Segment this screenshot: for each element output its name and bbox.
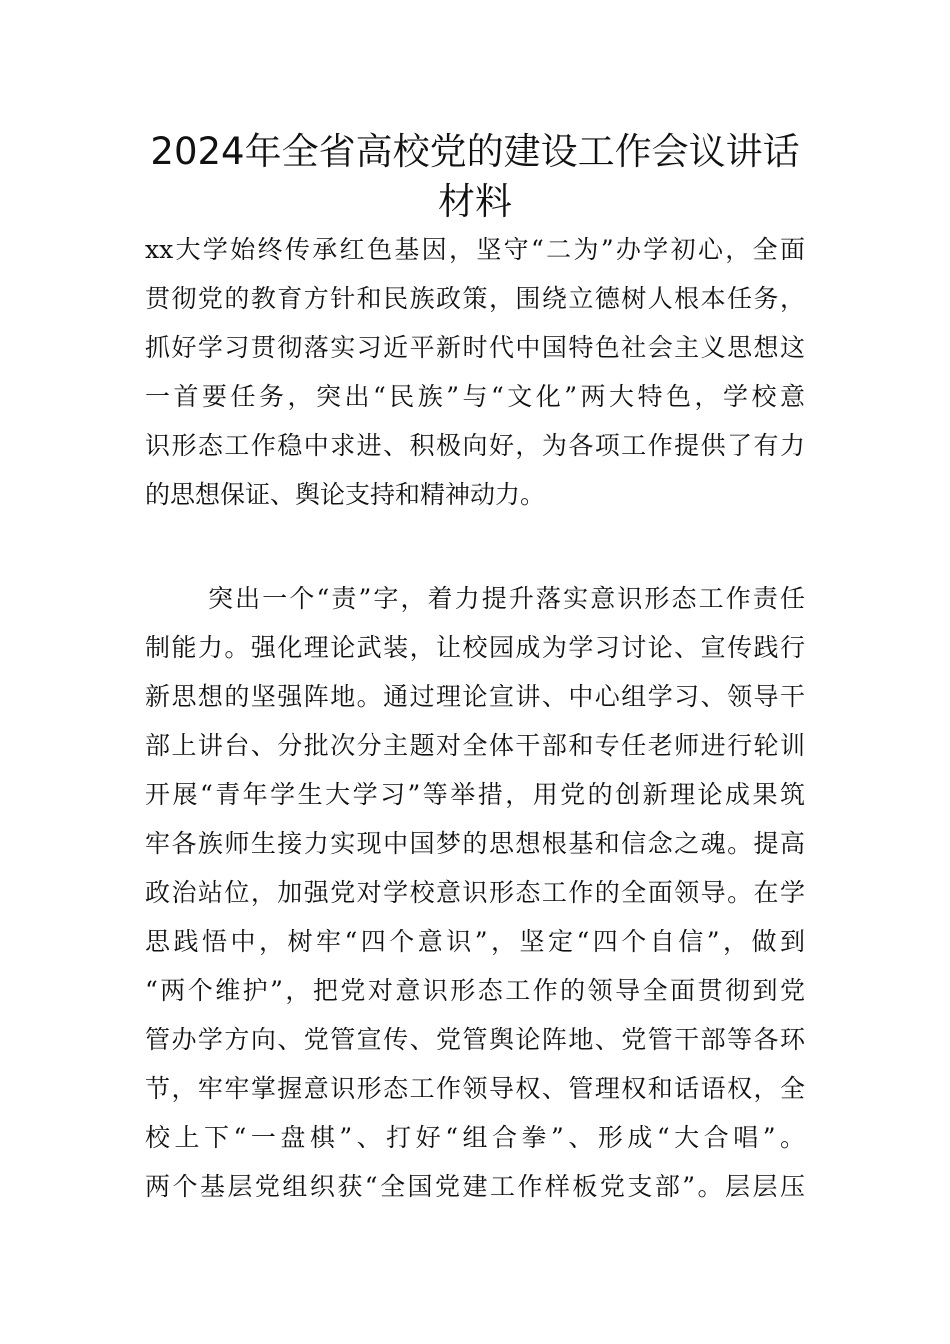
paragraph-line: 突出一个“责”字，着力提升落实意识形态工作责任 — [208, 584, 805, 613]
paragraph-line: 开展“青年学生大学习”等举措，用党的创新理论成果筑 — [145, 780, 805, 809]
paragraph-line: xx大学始终传承红色基因，坚守“二为”办学初心，全面 — [145, 235, 805, 264]
paragraph-line: 一首要任务，突出“民族”与“文化”两大特色，学校意 — [145, 382, 805, 411]
document-title-line-1: 2024年全省高校党的建设工作会议讲话 — [150, 130, 800, 173]
paragraph-line: 新思想的坚强阵地。通过理论宣讲、中心组学习、领导干 — [145, 682, 805, 711]
paragraph-line: 的思想保证、舆论支持和精神动力。 — [145, 480, 546, 509]
paragraph-line: 思践悟中，树牢“四个意识”，坚定“四个自信”，做到 — [145, 927, 805, 956]
paragraph-line: 管办学方向、党管宣传、党管舆论阵地、党管干部等各环 — [145, 1025, 805, 1054]
paragraph-line: 制能力。强化理论武装，让校园成为学习讨论、宣传践行 — [145, 633, 805, 662]
paragraph-line: 抓好学习贯彻落实习近平新时代中国特色社会主义思想这 — [145, 333, 805, 362]
paragraph-line: 贯彻党的教育方针和民族政策，围绕立德树人根本任务， — [145, 284, 805, 313]
paragraph-line: 校上下“一盘棋”、打好“组合拳”、形成“大合唱”。 — [145, 1123, 805, 1152]
paragraph-line: 节，牢牢掌握意识形态工作领导权、管理权和话语权，全 — [145, 1074, 805, 1103]
paragraph-line: 两个基层党组织获“全国党建工作样板党支部”。层层压 — [145, 1172, 805, 1201]
paragraph-line: 政治站位，加强党对学校意识形态工作的全面领导。在学 — [145, 878, 805, 907]
document-title-line-2: 材料 — [438, 180, 512, 223]
paragraph-line: 牢各族师生接力实现中国梦的思想根基和信念之魂。提高 — [145, 829, 805, 858]
paragraph-line: 识形态工作稳中求进、积极向好，为各项工作提供了有力 — [145, 431, 805, 460]
paragraph-line: 部上讲台、分批次分主题对全体干部和专任老师进行轮训 — [145, 731, 805, 760]
paragraph-line: “两个维护”，把党对意识形态工作的领导全面贯彻到党 — [145, 976, 805, 1005]
